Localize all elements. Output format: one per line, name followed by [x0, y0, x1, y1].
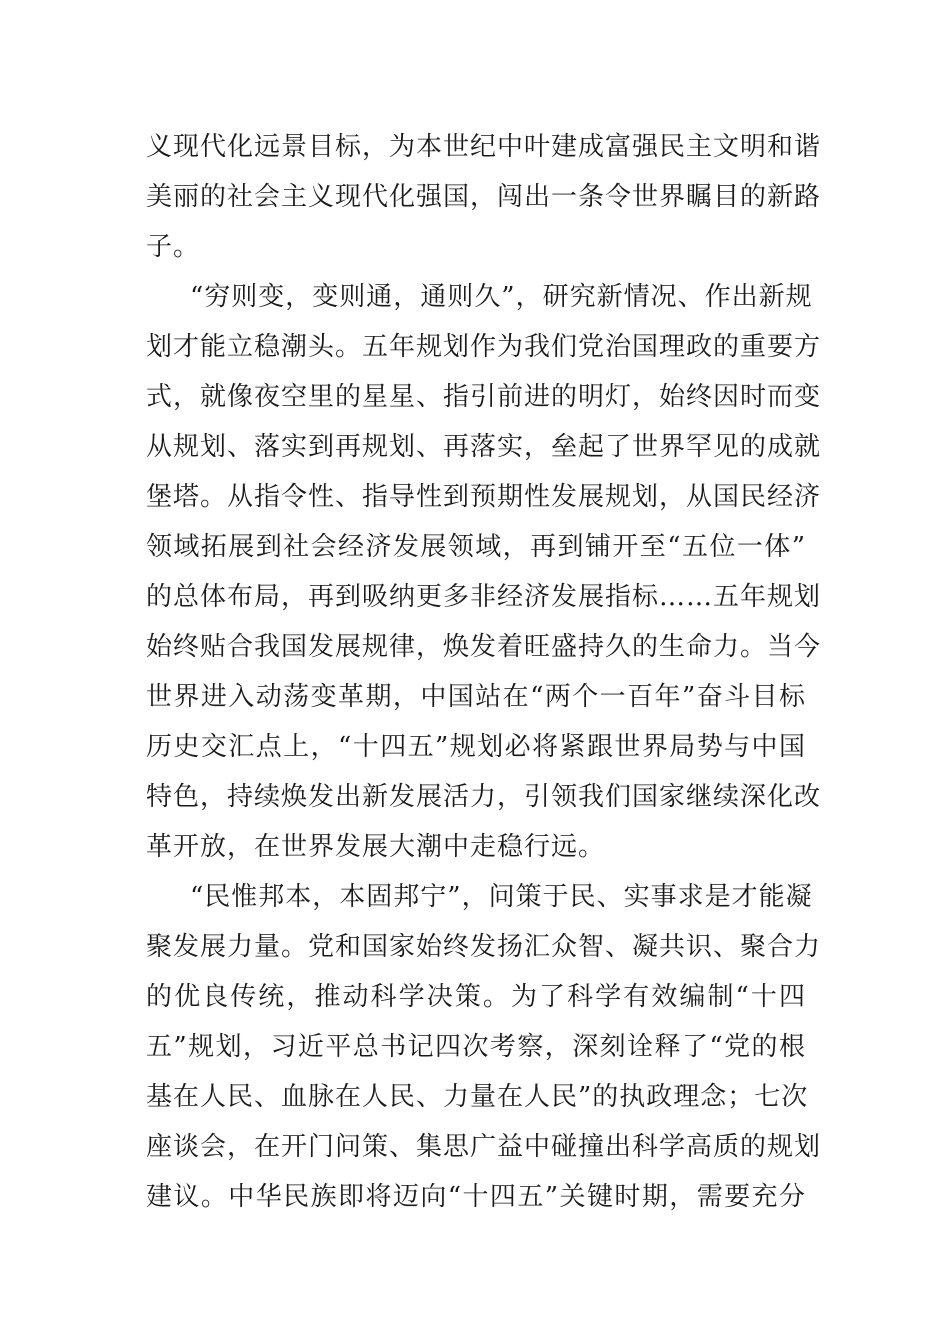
document-body: [146, 122, 822, 1222]
text-line: “民惟邦本，本固邦宁”，问策于民、实事求是才能凝: [190, 882, 813, 912]
paragraph-2: [146, 272, 822, 872]
text-line: 革开放，在世界发展大潮中走稳行远。: [146, 832, 606, 862]
text-line: 世界进入动荡变革期，中国站在“两个一百年”奋斗目标: [146, 682, 806, 712]
text-line: 的优良传统，推动科学决策。为了科学有效编制“十四: [146, 982, 806, 1012]
text-line: “穷则变，变则通，通则久”，研究新情况、作出新规: [190, 282, 813, 312]
text-line: 划才能立稳潮头。五年规划作为我们党治国理政的重要方: [146, 332, 822, 362]
text-line: 历史交汇点上，“十四五”规划必将紧跟世界局势与中国: [146, 732, 806, 762]
text-line: 美丽的社会主义现代化强国，闯出一条令世界瞩目的新路: [146, 182, 822, 212]
text-line: 堡塔。从指令性、指导性到预期性发展规划，从国民经济: [146, 482, 822, 512]
text-line: 聚发展力量。党和国家始终发扬汇众智、凝共识、聚合力: [146, 932, 822, 962]
text-line: 的总体布局，再到吸纳更多非经济发展指标……五年规划: [146, 582, 822, 612]
paragraph-1: [146, 122, 822, 272]
text-line: 特色，持续焕发出新发展活力，引领我们国家继续深化改: [146, 782, 822, 812]
text-line: 领域拓展到社会经济发展领域，再到铺开至“五位一体”: [146, 532, 806, 562]
text-line: 座谈会，在开门问策、集思广益中碰撞出科学高质的规划: [146, 1132, 822, 1162]
text-line: 子。: [146, 232, 201, 262]
text-line: 式，就像夜空里的星星、指引前进的明灯，始终因时而变: [146, 382, 822, 412]
text-line: 义现代化远景目标，为本世纪中叶建成富强民主文明和谐: [146, 132, 822, 162]
text-line: 建议。中华民族即将迈向“十四五”关键时期，需要充分: [146, 1182, 806, 1212]
text-line: 始终贴合我国发展规律，焕发着旺盛持久的生命力。当今: [146, 632, 822, 662]
text-line: 基在人民、血脉在人民、力量在人民”的执政理念；七次: [146, 1082, 809, 1112]
text-line: 从规划、落实到再规划、再落实，垒起了世界罕见的成就: [146, 432, 822, 462]
paragraph-3: [146, 872, 822, 1222]
text-line: 五”规划，习近平总书记四次考察，深刻诠释了“党的根: [146, 1032, 806, 1062]
